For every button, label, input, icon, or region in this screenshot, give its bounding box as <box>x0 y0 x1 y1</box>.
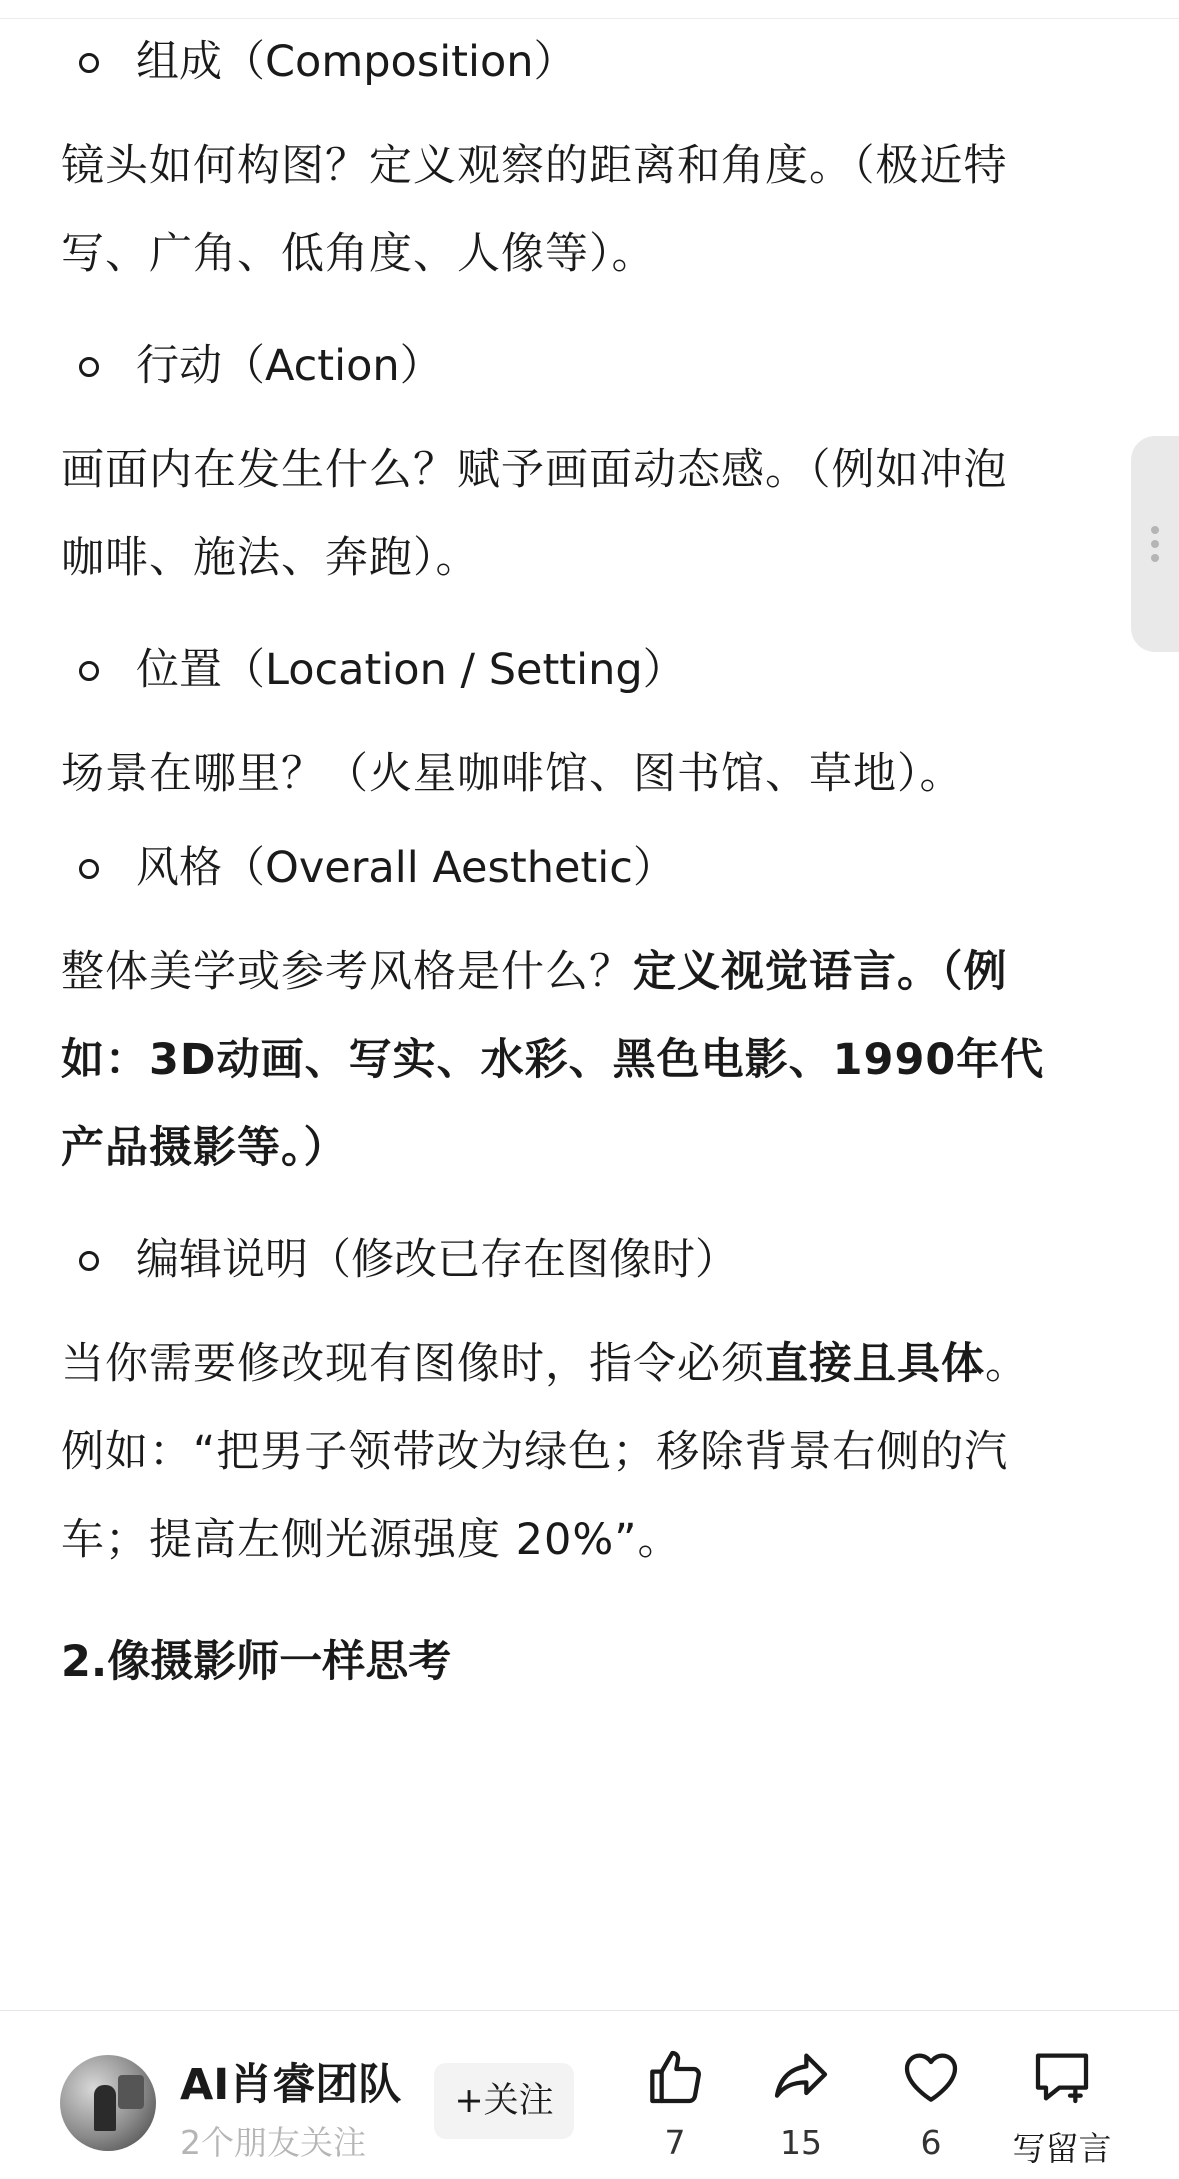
location-heading: 位置（Location / Setting） <box>136 645 686 695</box>
dot-icon <box>1151 554 1159 562</box>
follow-button[interactable]: +关注 <box>434 2063 574 2139</box>
edit-paragraph <box>61 1320 1121 1584</box>
text-line: 车；提高左侧光源强度 20%”。 <box>61 1515 682 1565</box>
hollow-bullet-icon <box>79 1251 99 1271</box>
edit-heading: 编辑说明（修改已存在图像时） <box>136 1235 738 1285</box>
share-count: 15 <box>780 2123 822 2162</box>
author-name[interactable]: AI肖睿团队 <box>180 2060 402 2110</box>
favorite-count: 6 <box>920 2123 942 2162</box>
hollow-bullet-icon <box>79 661 99 681</box>
text-span: 当你需要修改现有图像时，指令必须 <box>61 1339 765 1389</box>
hollow-bullet-icon <box>79 859 99 879</box>
write-comment-label: 写留言 <box>1012 2129 1112 2168</box>
text-line: 镜头如何构图？定义观察的距离和角度。（极近特 <box>61 141 1008 191</box>
hollow-bullet-icon <box>79 357 99 377</box>
bullet-location <box>61 640 1121 700</box>
text-line: 例如：“把男子领带改为绿色；移除背景右侧的汽 <box>61 1427 1009 1477</box>
text-line <box>61 1320 1121 1408</box>
bottom-action-bar <box>0 2010 1179 2179</box>
text-span: 整体美学或参考风格是什么？ <box>61 947 633 997</box>
bullet-style <box>61 838 1121 898</box>
bold-text-line: 产品摄影等。） <box>61 1123 348 1173</box>
like-button[interactable] <box>620 2045 730 2162</box>
section-title: 2.像摄影师一样思考 <box>61 1637 452 1687</box>
text-line: 写、广角、低角度、人像等）。 <box>61 229 656 279</box>
author-avatar[interactable] <box>60 2055 156 2151</box>
text-line: 咖啡、施法、奔跑）。 <box>61 533 480 583</box>
bold-text-line: 如：3D动画、写实、水彩、黑色电影、1990年代 <box>61 1035 1045 1085</box>
text-line: 画面内在发生什么？赋予画面动态感。（例如冲泡 <box>61 445 1008 495</box>
top-divider <box>0 0 1179 19</box>
bullet-composition <box>61 32 1121 92</box>
bold-text: 直接且具体 <box>765 1339 985 1389</box>
comment-icon <box>1030 2045 1094 2109</box>
like-count: 7 <box>664 2123 686 2162</box>
avatar-figure <box>118 2075 144 2109</box>
article-body <box>61 20 1121 1692</box>
thumbs-up-icon <box>643 2045 707 2109</box>
action-heading: 行动（Action） <box>136 341 443 391</box>
side-scroll-handle[interactable] <box>1131 436 1179 652</box>
hollow-bullet-icon <box>79 53 99 73</box>
location-paragraph <box>61 730 1121 818</box>
dot-icon <box>1151 526 1159 534</box>
dot-icon <box>1151 540 1159 548</box>
composition-heading: 组成（Composition） <box>136 37 577 87</box>
bullet-edit <box>61 1230 1121 1290</box>
text-line <box>61 928 1121 1016</box>
composition-paragraph <box>61 122 1121 298</box>
style-paragraph <box>61 928 1121 1192</box>
share-arrow-icon <box>769 2045 833 2109</box>
heart-icon <box>899 2045 963 2109</box>
text-line: 场景在哪里？（火星咖啡馆、图书馆、草地）。 <box>61 749 964 799</box>
share-button[interactable] <box>746 2045 856 2162</box>
favorite-button[interactable] <box>876 2045 986 2162</box>
text-span: 。 <box>985 1339 1029 1389</box>
write-comment-button[interactable] <box>1006 2045 1118 2170</box>
bullet-action <box>61 336 1121 396</box>
bold-text: 定义视觉语言。（例 <box>633 947 1008 997</box>
avatar-figure <box>94 2085 116 2131</box>
action-paragraph <box>61 426 1121 602</box>
style-heading: 风格（Overall Aesthetic） <box>136 843 676 893</box>
friends-follow-count: 2个朋友关注 <box>180 2123 366 2162</box>
